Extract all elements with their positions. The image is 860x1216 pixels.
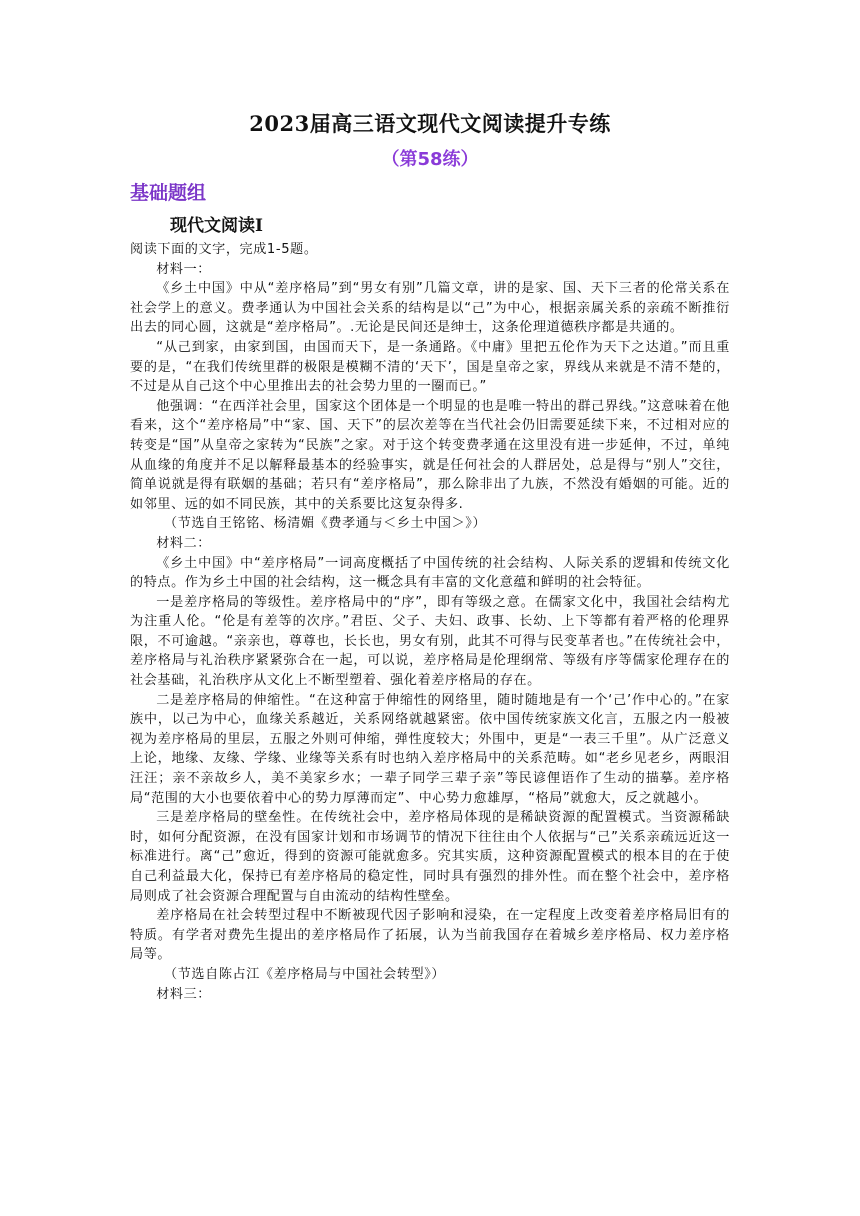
group-heading: 基础题组	[130, 182, 207, 204]
material-2-label: 材料二：	[156, 535, 211, 551]
material-2-paragraph: 二是差序格局的伸缩性。“在这种富于伸缩性的网络里，随时随地是有一个‘己’作中心的。”在家族中，以己为中心，血缘关系越近，关系网络就越紧密。依中国传统家族文化言，五服之内一般被视为差序格局的里层，五服之外则可伸缩，弹性度较大；外围中，更是“一表三千里”。从广泛意义上论，地缘、友缘、学缘、业缘等关系有时也纳入差序格局中的关系范畴。如“老乡见老乡，两眼泪汪汪；亲不亲故乡人，美不美家乡水；一辈子同学三辈子亲”等民谚俚语作了生动的描摹。差序格局“范围的大小也要依着中心的势力厚薄而定”、中心势力愈雄厚，“格局”就愈大，反之就越小。	[130, 692, 730, 806]
material-1-source: （节选自王铭铭、杨清媚《费孝通与＜乡土中国＞》）	[164, 516, 487, 532]
section-heading: 现代文阅读Ⅰ	[170, 216, 263, 236]
article-body	[130, 240, 730, 1004]
material-2-paragraph: 一是差序格局的等级性。差序格局中的“序”，即有等级之意。在儒家文化中，我国社会结构尤为注重人伦。“伦是有差等的次序。”君臣、父子、夫妇、政事、长幼、上下等都有着严格的伦理界限，不可逾越。“亲亲也，尊尊也，长长也，男女有别，此其不可得与民变革者也。”在传统社会中，差序格局与礼治秩序紧紧弥合在一起，可以说，差序格局是伦理纲常、等级有序等儒家伦理存在的社会基础，礼治秩序从文化上不断型塑着、强化着差序格局的存在。	[130, 594, 730, 689]
material-2-paragraph: 《乡土中国》中“差序格局”一词高度概括了中国传统的社会结构、人际关系的逻辑和传统文化的特点。作为乡土中国的社会结构，这一概念具有丰富的文化意蕴和鲜明的社会特征。	[130, 555, 730, 591]
material-3-label: 材料三：	[156, 986, 211, 1002]
material-1-paragraph: 他强调：“在西洋社会里，国家这个团体是一个明显的也是唯一特出的群己界线。”这意味着在他看来，这个“差序格局”中“家、国、天下”的层次差等在当代社会仍旧需要延续下来，不过相对应的转变是“国”从皇帝之家转为“民族”之家。对于这个转变费孝通在这里没有进一步延伸，不过，单纯从血缘的角度并不足以解释最基本的经验事实，就是任何社会的人群居处，总是得与“别人”交往，简单说就是得有联姻的基础；若只有“差序格局”，那么除非出了九族，不然没有婚姻的可能。近的如邻里、远的如不同民族，其中的关系要比这复杂得多.	[130, 398, 730, 512]
material-1-label: 材料一：	[156, 261, 211, 277]
document-subtitle: （第58练）	[381, 149, 479, 170]
instruction-text: 阅读下面的文字，完成1-5题。	[130, 242, 318, 257]
material-2-source: （节选自陈占江《差序格局与中国社会转型》）	[164, 966, 446, 982]
document-title: 2023届高三语文现代文阅读提升专练	[249, 111, 611, 136]
material-2-paragraph: 差序格局在社会转型过程中不断被现代因子影响和浸染，在一定程度上改变着差序格局旧有的特质。有学者对费先生提出的差序格局作了拓展，认为当前我国存在着城乡差序格局、权力差序格局等。	[130, 908, 730, 963]
material-2-paragraph: 三是差序格局的壁垒性。在传统社会中，差序格局体现的是稀缺资源的配置模式。当资源稀缺时，如何分配资源，在没有国家计划和市场调节的情况下往往由个人依据与“己”关系亲疏远近这一标准进行。离“己”愈近，得到的资源可能就愈多。究其实质，这种资源配置模式的根本目的在于使自己利益最大化，保持已有差序格局的稳定性，同时具有强烈的排外性。而在整个社会中，差序格局则成了社会资源合理配置与自由流动的结构性壁垒。	[130, 810, 730, 904]
material-1-paragraph: 《乡土中国》中从“差序格局”到“男女有别”几篇文章，讲的是家、国、天下三者的伦常关系在社会学上的意义。费孝通认为中国社会关系的结构是以“己”为中心，根据亲属关系的亲疏不断推衍出去的同心圆，这就是“差序格局”。.无论是民间还是绅士，这条伦理道德秩序都是共通的。	[130, 281, 730, 336]
material-1-paragraph: “从己到家，由家到国，由国而天下，是一条通路。《中庸》里把五伦作为天下之达道。”而且重要的是，“在我们传统里群的极限是模糊不清的‘天下’，国是皇帝之家，界线从来就是不清不楚的，不过是从自己这个中心里推出去的社会势力里的一圈而已。”	[130, 339, 730, 395]
